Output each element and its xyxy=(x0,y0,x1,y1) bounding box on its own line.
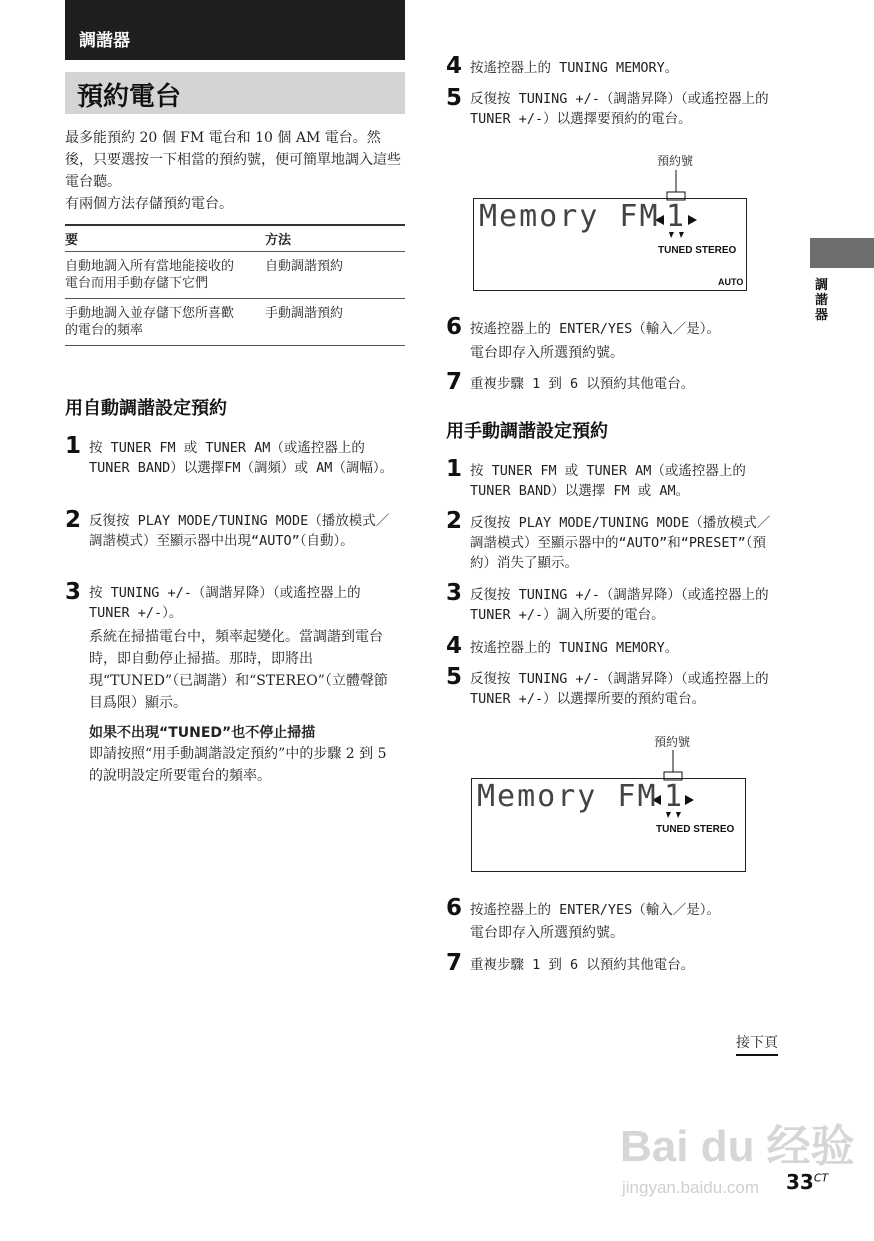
table-cell: 自動調諧預約 xyxy=(265,252,405,299)
step-text: 按遙控器上的 TUNING MEMORY。 xyxy=(470,60,679,76)
table-header-method: 方法 xyxy=(265,225,405,252)
step-text: 按遙控器上的 TUNING MEMORY。 xyxy=(470,640,679,656)
page-title: 預約電台 xyxy=(65,72,405,114)
step-number: 2 xyxy=(65,507,82,533)
display-digit: 1 xyxy=(666,199,687,234)
manual-preset-heading: 用手動調諧設定預約 xyxy=(446,421,608,442)
table-row xyxy=(65,252,405,299)
section-header: 調諧器 xyxy=(65,0,405,60)
auto-indicator: AUTO xyxy=(718,277,744,287)
intro-text xyxy=(65,127,403,215)
step-number: 6 xyxy=(446,314,463,340)
table-cell: 手動地調入並存儲下您所喜歡的電台的頻率 xyxy=(65,299,265,346)
methods-table xyxy=(65,224,405,346)
tuned-stereo-indicator: TUNED STEREO xyxy=(658,245,737,256)
step-sub: 電台即存入所選預約號。 xyxy=(470,345,624,361)
table-header-want: 要 xyxy=(65,225,265,252)
display-digit: 1 xyxy=(664,779,685,814)
step-number: 3 xyxy=(446,580,463,606)
step-text: 按遙控器上的 ENTER/YES（輸入／是）。 xyxy=(470,321,721,337)
step-sub: 電台即存入所選預約號。 xyxy=(470,925,624,941)
table-cell: 自動地調入所有當地能接收的電台而用手動存儲下它們 xyxy=(65,252,265,299)
page-number-value: 33 xyxy=(786,1170,814,1194)
step-number: 5 xyxy=(446,85,463,111)
step-number: 1 xyxy=(446,456,463,482)
page-number xyxy=(786,1170,828,1194)
step-text: 按 TUNER FM 或 TUNER AM（或遙控器上的 TUNER BAND）以選擇FM（調頻）或 AM（調幅）。 xyxy=(89,440,394,476)
step-number: 3 xyxy=(65,579,82,605)
display-panel xyxy=(473,198,747,291)
step-number: 7 xyxy=(446,369,463,395)
step-number: 4 xyxy=(446,53,463,79)
display-text: Memory FM xyxy=(477,779,658,814)
step-number: 6 xyxy=(446,895,463,921)
step-text: 反復按 TUNING +/-（調諧昇降）（或遙控器上的 TUNER +/-）以選擇所要的預約電台。 xyxy=(470,671,769,707)
tip-title: 如果不出現“TUNED”也不停止掃描 xyxy=(89,725,316,741)
side-tab xyxy=(810,238,874,268)
intro-paragraph-2: 有兩個方法存儲預約電台。 xyxy=(65,196,233,212)
step-text: 按遙控器上的 ENTER/YES（輸入／是）。 xyxy=(470,902,721,918)
step-note: 系統在掃描電台中，頻率起變化。當調諧到電台時，即自動停止掃描。那時，即將出現“TUNED”（已調諧）和“STEREO”（立體聲節目爲限）顯示。 xyxy=(89,629,388,711)
step-text: 反復按 TUNING +/-（調諧昇降）（或遙控器上的 TUNER +/-）以選擇要預約的電台。 xyxy=(470,91,769,127)
display-panel xyxy=(471,778,746,872)
step-text: 反復按 PLAY MODE/TUNING MODE（播放模式／調諧模式）至顯示器中出現“AUTO”（自動）。 xyxy=(89,513,390,549)
side-tab-label: 調諧器 xyxy=(815,278,829,323)
step-number: 4 xyxy=(446,633,463,659)
intro-paragraph: 最多能預約 20 個 FM 電台和 10 個 AM 電台。然後，只要選按一下相當的預約號，便可簡單地調入這些電台聽。 xyxy=(65,130,401,190)
step-number: 7 xyxy=(446,950,463,976)
step-text: 重複步驟 1 到 6 以預約其他電台。 xyxy=(470,957,695,973)
preset-number-label: 預約號 xyxy=(657,154,694,168)
page-number-suffix: CT xyxy=(813,1171,829,1185)
display-text: Memory FM xyxy=(479,199,660,234)
step-number: 2 xyxy=(446,508,463,534)
watermark-logo: Bai du 经验 xyxy=(620,1122,855,1171)
auto-preset-heading: 用自動調諧設定預約 xyxy=(65,398,227,419)
continue-next-page: 接下頁 xyxy=(736,1032,778,1056)
step-number: 5 xyxy=(446,664,463,690)
step-text: 按 TUNING +/-（調諧昇降）（或遙控器上的 TUNER +/-）。 xyxy=(89,585,361,621)
step-number: 1 xyxy=(65,433,82,459)
preset-number-label: 預約號 xyxy=(654,735,691,749)
table-row xyxy=(65,299,405,346)
table-cell: 手動調諧預約 xyxy=(265,299,405,346)
tuned-stereo-indicator: TUNED STEREO xyxy=(656,824,735,835)
step-text: 重複步驟 1 到 6 以預約其他電台。 xyxy=(470,376,695,392)
step-text: 反復按 TUNING +/-（調諧昇降）（或遙控器上的 TUNER +/-）調入所要的電台。 xyxy=(470,587,769,623)
watermark-url: jingyan.baidu.com xyxy=(622,1178,760,1197)
tip-text: 即請按照“用手動調諧設定預約”中的步驟 2 到 5 的說明設定所要電台的頻率。 xyxy=(89,746,387,784)
step-text: 反復按 PLAY MODE/TUNING MODE（播放模式／調諧模式）至顯示器中的“AUTO”和“PRESET”（預約）消失了顯示。 xyxy=(470,515,771,571)
step-text: 按 TUNER FM 或 TUNER AM（或遙控器上的 TUNER BAND）以選擇 FM 或 AM。 xyxy=(470,463,746,499)
